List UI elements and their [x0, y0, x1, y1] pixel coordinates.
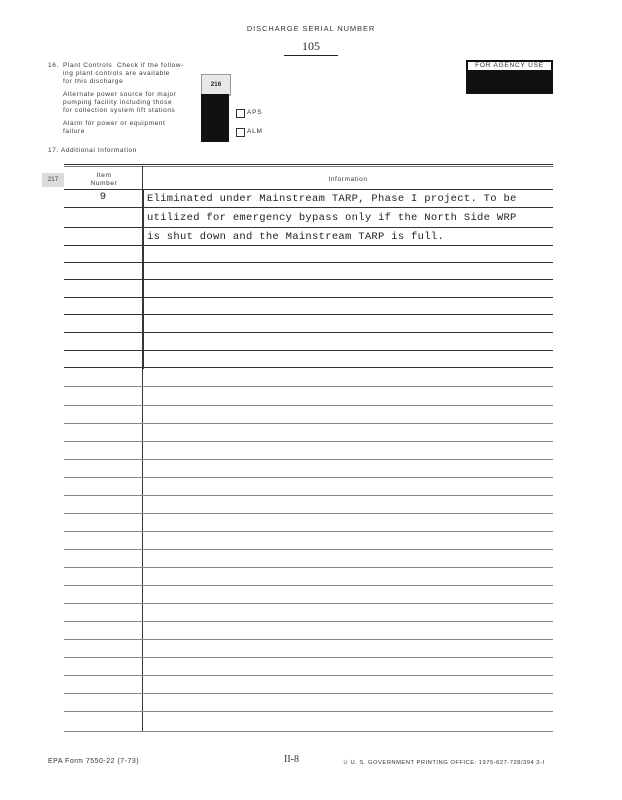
printing-office-note: ✩ U. S. GOVERNMENT PRINTING OFFICE: 1975-627-728/394 3-I [343, 760, 545, 766]
alarm-text [63, 120, 165, 136]
item-16-instruction-line-3: for this discharge [63, 78, 124, 85]
table-top-rule [64, 164, 553, 165]
col-header-item: Item [96, 172, 112, 179]
col-header-number: Number [90, 180, 118, 187]
table-rule-1 [64, 207, 553, 208]
alarm-line-2: failure [63, 128, 85, 135]
table-rule-6 [64, 297, 553, 298]
item-number-header [66, 172, 142, 188]
table-rule-13 [64, 423, 553, 424]
table-top-rule-2 [64, 166, 553, 167]
table-rule-21 [64, 567, 553, 568]
table-rule-4 [64, 262, 553, 263]
information-header: Information [328, 176, 368, 183]
aps-label: APS [247, 109, 263, 116]
alternate-power-text [63, 91, 177, 115]
alt-power-line-3: for collection system lift stations [63, 107, 176, 114]
item-16-instruction-line-2: ing plant controls are available [63, 70, 171, 77]
table-rule-8 [64, 332, 553, 333]
item-17-label: 17. Additional Information [48, 147, 137, 154]
table-rule-12 [64, 405, 553, 406]
row-2-information: utilized for emergency bypass only if the North Side WRP [147, 212, 517, 224]
table-rule-25 [64, 639, 553, 640]
item-16-code-box: 216 [201, 74, 231, 96]
row-1-item-number: 9 [99, 191, 107, 203]
alt-power-line-1: Alternate power source for major [63, 91, 177, 98]
aps-checkbox[interactable] [236, 109, 245, 118]
table-rule-20 [64, 549, 553, 550]
table-rule-30 [64, 731, 553, 732]
table-rule-24 [64, 621, 553, 622]
table-rule-18 [64, 513, 553, 514]
table-rule-16 [64, 477, 553, 478]
alm-label: ALM [247, 128, 263, 135]
alarm-line-1: Alarm for power or equipment [63, 120, 166, 127]
alt-power-line-2: pumping facility including those [63, 99, 173, 106]
table-rule-23 [64, 603, 553, 604]
table-rule-28 [64, 693, 553, 694]
table-rule-26 [64, 657, 553, 658]
table-rule-10 [64, 367, 553, 368]
row-1-information: Eliminated under Mainstream TARP, Phase I project. To be [147, 193, 517, 205]
table-rule-27 [64, 675, 553, 676]
table-rule-11 [64, 386, 553, 387]
table-rule-19 [64, 531, 553, 532]
table-rule-22 [64, 585, 553, 586]
item-16-label: Plant Controls [63, 62, 113, 69]
item-17-side-code: 217 [42, 173, 64, 187]
table-rule-9 [64, 350, 553, 351]
item-16-number: 16. [48, 62, 59, 69]
header-bottom-rule [64, 189, 553, 190]
alm-checkbox[interactable] [236, 128, 245, 137]
agency-use-label: FOR AGENCY USE [466, 60, 553, 72]
table-rule-29 [64, 711, 553, 712]
table-rule-7 [64, 314, 553, 315]
table-rule-2 [64, 227, 553, 228]
page-number: II-8 [284, 754, 299, 765]
item-16-black-bar [201, 94, 229, 142]
serial-number-title: DISCHARGE SERIAL NUMBER [246, 24, 376, 33]
form-identifier: EPA Form 7550-22 (7-73) [48, 758, 140, 765]
item-16-text [63, 62, 184, 86]
table-rule-17 [64, 495, 553, 496]
serial-number-value: 105 [284, 39, 338, 56]
table-rule-15 [64, 459, 553, 460]
table-rule-3 [64, 245, 553, 246]
table-rule-5 [64, 279, 553, 280]
row-3-information: is shut down and the Mainstream TARP is full. [147, 231, 445, 243]
table-rule-14 [64, 441, 553, 442]
item-16-instruction-line-1: Check if the follow- [117, 62, 184, 69]
